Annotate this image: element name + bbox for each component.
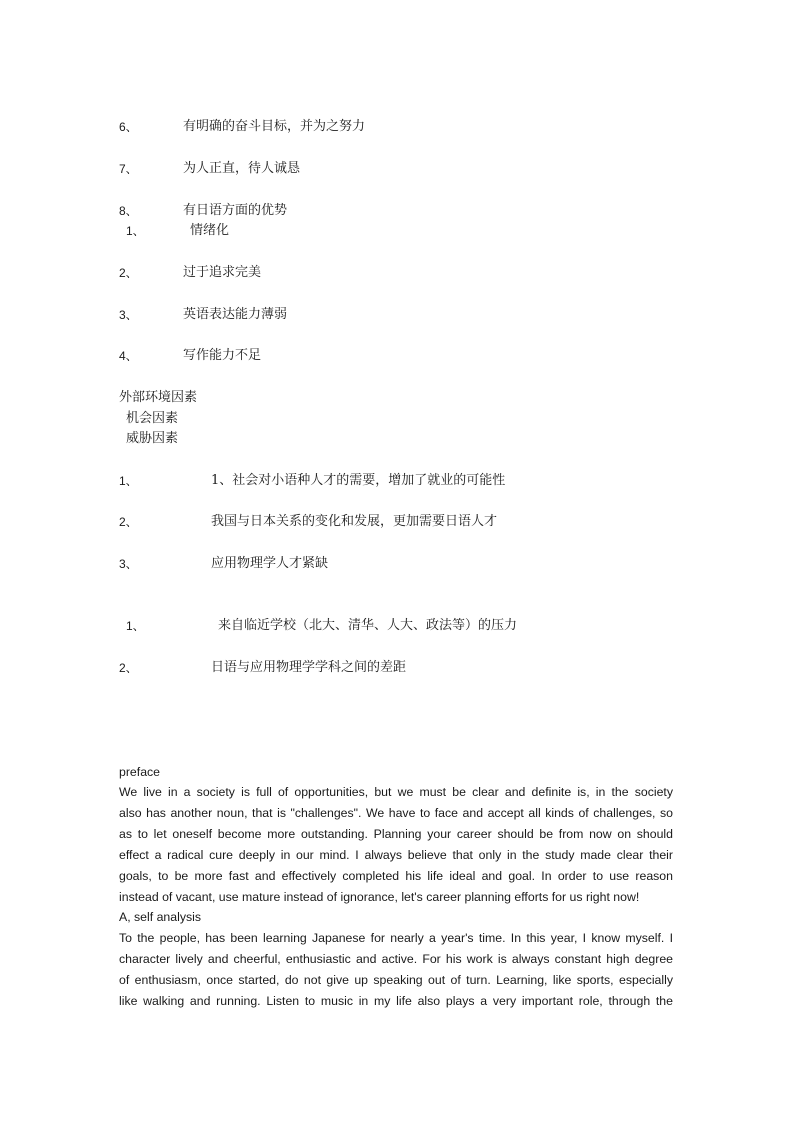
paragraph-line: character lively and cheerful, enthusiastic and active. For his work is always constant high degree: [119, 951, 673, 966]
paragraph-line: We live in a society is full of opportunities, but we must be clear and definite is, in the society: [119, 785, 673, 799]
item-number: 3、: [119, 308, 138, 322]
threat-heading: 威胁因素: [126, 431, 179, 446]
paragraph-line: of enthusiasm, once started, do not give up speaking out of turn. Learning, like sports, especially: [119, 972, 673, 987]
paragraph-line: as to let oneself become more outstanding. Planning your career should be from now on should: [119, 826, 673, 841]
item-number: 4、: [119, 349, 138, 363]
paragraph-line: like walking and running. Listen to music in my life also plays a very important role, through the: [119, 993, 673, 1008]
preface-heading: preface: [119, 765, 161, 779]
item-text: 日语与应用物理学学科之间的差距: [211, 660, 407, 675]
opportunity-heading: 机会因素: [126, 411, 179, 426]
external-factors-heading: 外部环境因素: [119, 390, 198, 405]
item-number: 3、: [119, 557, 138, 571]
item-text: 应用物理学人才紧缺: [211, 556, 329, 571]
paragraph-line: also has another noun, that is "challenges". We have to face and accept all kinds of challenges, so: [119, 805, 673, 820]
item-number: 1、: [126, 619, 145, 633]
item-number: 6、: [119, 120, 138, 134]
item-text: 情绪化: [190, 223, 230, 238]
item-text: 1、社会对小语种人才的需要，增加了就业的可能性: [211, 473, 506, 488]
item-text: 英语表达能力薄弱: [183, 307, 288, 322]
self-analysis-paragraph: [119, 928, 673, 1012]
item-text: 来自临近学校（北大、清华、人大、政法等）的压力: [218, 618, 518, 633]
paragraph-line: goals, to be more fast and effectively completed his life ideal and goal. In order to use reason: [119, 868, 673, 883]
item-number: 2、: [119, 515, 138, 529]
preface-paragraph: [119, 782, 673, 907]
item-number: 1、: [119, 474, 138, 488]
item-text: 有日语方面的优势: [183, 203, 288, 218]
self-analysis-heading: A, self analysis: [119, 910, 202, 924]
paragraph-line: effect a radical cure deeply in our mind. I always believe that only in the study made clear their: [119, 847, 673, 862]
item-number: 8、: [119, 204, 138, 218]
item-number: 2、: [119, 661, 138, 675]
item-text: 有明确的奋斗目标，并为之努力: [183, 119, 366, 134]
item-number: 2、: [119, 266, 138, 280]
paragraph-line: instead of vacant, use mature instead of ignorance, let's career planning efforts for us right now!: [119, 889, 640, 904]
item-number: 1、: [126, 224, 145, 238]
item-number: 7、: [119, 162, 138, 176]
paragraph-line: To the people, has been learning Japanese for nearly a year's time. In this year, I know myself. I: [119, 931, 673, 945]
item-text: 为人正直，待人诚恳: [183, 161, 301, 176]
item-text: 写作能力不足: [183, 348, 262, 363]
item-text: 过于追求完美: [183, 265, 262, 280]
item-text: 我国与日本关系的变化和发展，更加需要日语人才: [211, 514, 498, 529]
